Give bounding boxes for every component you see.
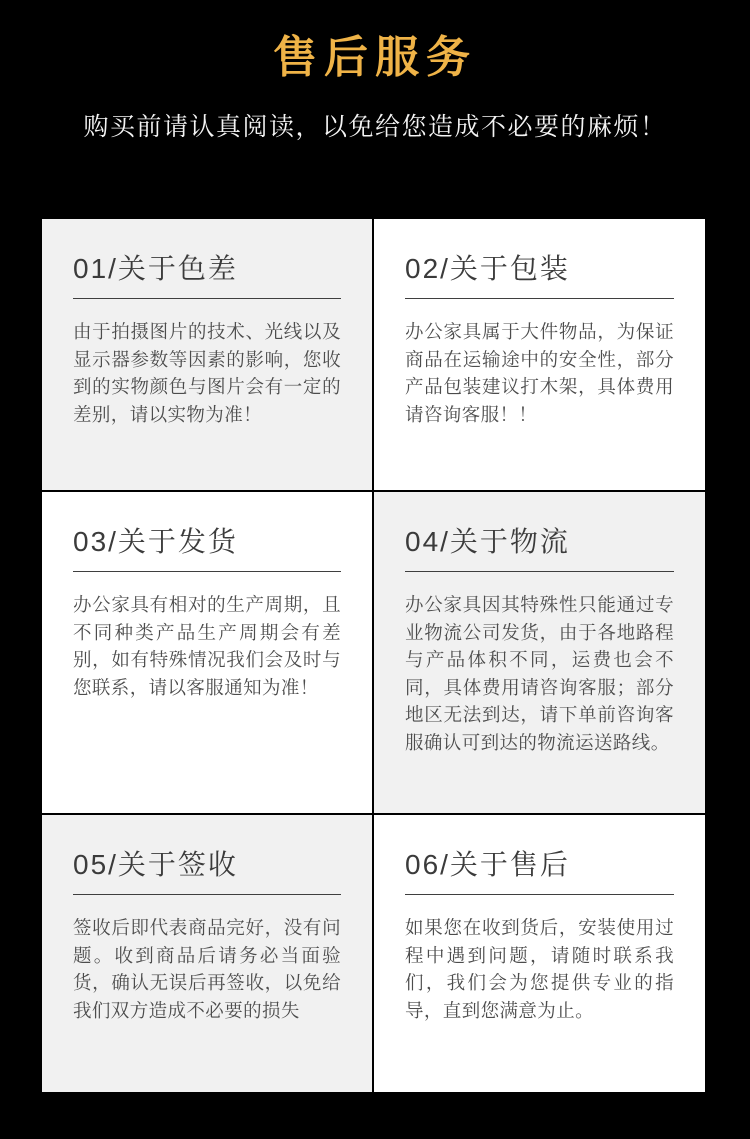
service-heading: 03/关于发货 (73, 526, 238, 557)
heading-divider (405, 894, 674, 895)
heading-divider (73, 894, 341, 895)
page-title: 售后服务 (273, 33, 477, 82)
service-description: 签收后即代表商品完好，没有问题。收到商品后请务必当面验货，确认无误后再签收，以免给我们双方造成不必要的损失 (73, 917, 341, 1021)
service-heading: 05/关于签收 (73, 849, 238, 880)
heading-divider (73, 298, 341, 299)
service-heading: 06/关于售后 (405, 849, 570, 880)
service-cell-shipping (42, 492, 372, 813)
service-cell-color-difference (42, 219, 372, 490)
service-description: 办公家具因其特殊性只能通过专业物流公司发货，由于各地路程与产品体积不同，运费也会不同，具体费用请咨询客服；部分地区无法到达，请下单前咨询客服确认可到达的物流运送路线。 (405, 594, 674, 753)
service-description: 办公家具属于大件物品，为保证商品在运输途中的安全性，部分产品包装建议打木架，具体费用请咨询客服！！ (405, 321, 674, 425)
heading-divider (405, 298, 674, 299)
service-heading: 01/关于色差 (73, 253, 238, 284)
service-cell-after-sales (374, 815, 705, 1092)
service-heading: 04/关于物流 (405, 526, 570, 557)
service-description: 办公家具有相对的生产周期，且不同种类产品生产周期会有差别，如有特殊情况我们会及时与您联系，请以客服通知为准！ (73, 594, 341, 698)
service-description: 如果您在收到货后，安装使用过程中遇到问题，请随时联系我们，我们会为您提供专业的指导，直到您满意为止。 (405, 917, 674, 1021)
heading-divider (73, 571, 341, 572)
service-cell-sign-receipt (42, 815, 372, 1092)
service-cell-packaging (374, 219, 705, 490)
service-heading: 02/关于包装 (405, 253, 570, 284)
page-header (0, 0, 750, 140)
heading-divider (405, 571, 674, 572)
service-description: 由于拍摄图片的技术、光线以及显示器参数等因素的影响，您收到的实物颜色与图片会有一定的差别，请以实物为准！ (73, 321, 341, 425)
services-grid (42, 219, 705, 1092)
service-cell-logistics (374, 492, 705, 813)
page-subtitle: 购买前请认真阅读，以免给您造成不必要的麻烦！ (83, 113, 667, 141)
